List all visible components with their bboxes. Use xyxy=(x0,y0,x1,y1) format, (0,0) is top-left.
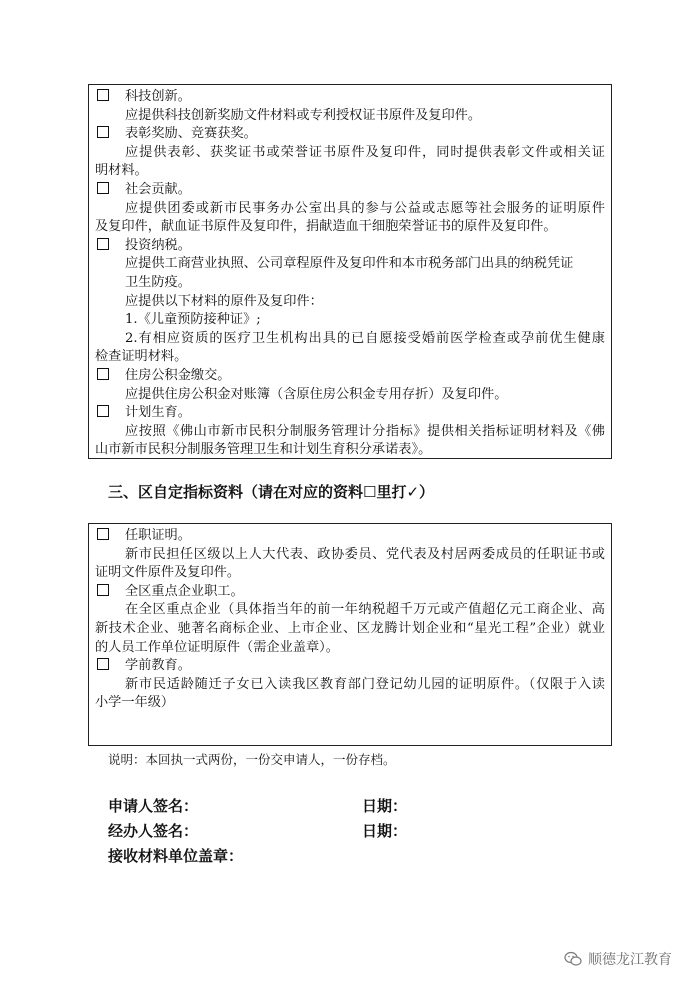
receipt-note: 说明：本回执一式两份，一份交申请人，一份存档。 xyxy=(108,752,396,767)
item-preschool: 学前教育。 xyxy=(95,657,605,676)
item-desc: 山市新市民积分制服务管理卫生和计划生育积分承诺表》。 xyxy=(95,442,432,458)
watermark-text: 顺德龙江教育 xyxy=(588,952,672,968)
item-key-enterprise: 全区重点企业职工。 xyxy=(95,583,605,602)
item-desc: 应提供团委或新市民事务办公室出具的参与公益或志愿等社会服务的证明原件 xyxy=(125,200,605,216)
item-desc: 小学一年级） xyxy=(95,695,175,711)
item-desc: 应提供住房公积金对账簿（含原住房公积金专用存折）及复印件。 xyxy=(125,386,508,402)
item-housing-fund: 住房公积金缴交。 xyxy=(95,367,605,386)
checkbox[interactable] xyxy=(97,182,109,194)
item-desc: 新市民适龄随迁子女已入读我区教育部门登记幼儿园的证明原件。（仅限于入读 xyxy=(125,676,605,692)
item-desc: 应提供以下材料的原件及复印件： xyxy=(125,293,323,309)
date-label-2: 日期： xyxy=(362,822,408,840)
wechat-icon xyxy=(564,951,582,967)
item-desc: 在全区重点企业（具体指当年的前一年纳税超千万元或产值超亿元工商企业、高 xyxy=(125,602,605,618)
item-desc: 新技术企业、驰著名商标企业、上市企业、区龙腾计划企业和“星光工程”企业）就业 xyxy=(95,620,605,636)
item-tech-innovation: 科技创新。 xyxy=(95,88,605,107)
item-desc: 证明文件原件及复印件。 xyxy=(95,565,241,581)
applicant-signature-label: 申请人签名： xyxy=(108,797,199,815)
item-awards: 表彰奖励、竞赛获奖。 xyxy=(95,125,605,144)
item-investment-tax: 投资纳税。 xyxy=(95,237,605,256)
checkbox[interactable] xyxy=(97,528,109,540)
item-sub: 2.有相应资质的医疗卫生机构出具的已自愿接受婚前医学检查或孕前优生健康 xyxy=(125,330,605,346)
indicator-materials-box-1 xyxy=(88,84,612,459)
checkbox[interactable] xyxy=(97,126,109,138)
checkbox[interactable] xyxy=(97,405,109,417)
item-sub: 1.《儿童预防接种证》; xyxy=(125,312,261,328)
item-health-title: 卫生防疫。 xyxy=(125,274,191,290)
item-desc: 明材料。 xyxy=(95,163,148,179)
handler-signature-label: 经办人签名： xyxy=(108,822,199,840)
checkbox[interactable] xyxy=(97,368,109,380)
checkbox[interactable] xyxy=(97,584,109,596)
item-desc: 的人员工作单位证明原件（需企业盖章）。 xyxy=(95,639,339,655)
item-sub: 检查证明材料。 xyxy=(95,349,188,365)
section-3-heading: 三、区自定指标资料（请在对应的资料☐里打✓） xyxy=(108,483,435,501)
checkbox[interactable] xyxy=(97,658,109,670)
watermark xyxy=(564,949,672,969)
item-family-planning: 计划生育。 xyxy=(95,404,605,423)
item-desc: 应提供工商营业执照、公司章程原件及复印件和本市税务部门出具的纳税凭证 xyxy=(125,256,574,272)
item-desc: 及复印件，献血证书原件及复印件，捐献造血干细胞荣誉证书的原件及复印件。 xyxy=(95,219,557,235)
item-desc: 应提供科技创新奖励文件材料或专利授权证书原件及复印件。 xyxy=(125,107,482,123)
item-desc: 应按照《佛山市新市民积分制服务管理计分指标》提供相关指标证明材料及《佛 xyxy=(125,423,605,439)
item-desc: 应提供表彰、获奖证书或荣誉证书原件及复印件，同时提供表彰文件或相关证 xyxy=(125,144,605,160)
item-social-contribution: 社会贡献。 xyxy=(95,181,605,200)
item-appointment-proof: 任职证明。 xyxy=(95,527,605,546)
date-label-1: 日期： xyxy=(362,797,408,815)
checkbox[interactable] xyxy=(97,238,109,250)
receiving-unit-stamp-label: 接收材料单位盖章： xyxy=(108,847,244,865)
indicator-materials-box-2 xyxy=(88,523,612,746)
item-desc: 新市民担任区级以上人大代表、政协委员、党代表及村居两委成员的任职证书或 xyxy=(125,546,605,562)
checkbox[interactable] xyxy=(97,89,109,101)
